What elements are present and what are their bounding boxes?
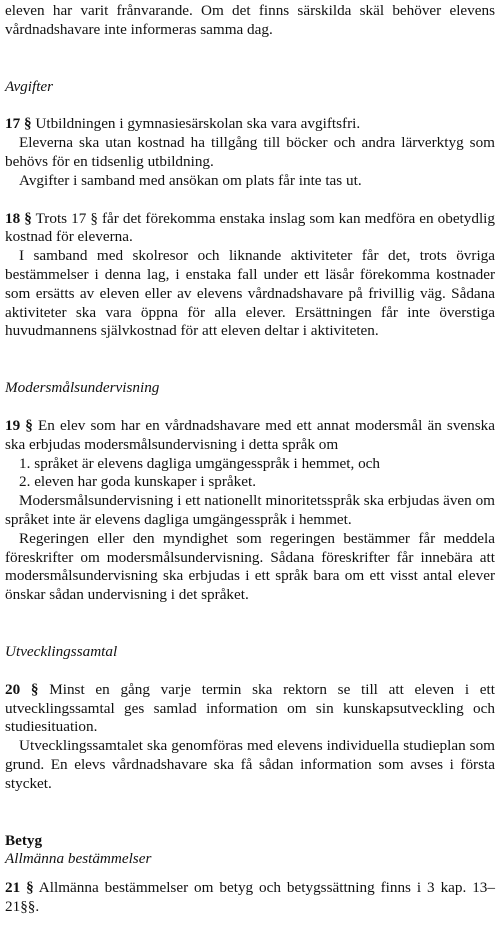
section-heading-avgifter: Avgifter — [5, 77, 54, 95]
list-item: 2. eleven har goda kunskaper i språket. — [19, 473, 257, 491]
chapter-heading-betyg: Betyg — [5, 831, 43, 849]
section-heading-allmanna: Allmänna bestämmelser — [5, 850, 152, 868]
paragraph-17-2: Eleverna ska utan kostnad ha tillgång till böcker och andra lärverktyg som behövs för en tidsenlig utbildning. — [5, 134, 495, 170]
paragraph-19-1 — [5, 417, 495, 455]
document-page — [5, 0, 495, 917]
spacer — [5, 341, 495, 379]
paragraph-19-1-text: En elev som har en vårdnadshavare med ett annat modersmål än svenska ska erbjudas modersmålsundervisning i detta språk om — [5, 416, 495, 453]
section-number-18: 18 § — [5, 209, 32, 227]
paragraph-17-3: Avgifter i samband med ansökan om plats får inte tas ut. — [19, 171, 362, 189]
section-heading-modersmal: Modersmålsundervisning — [5, 379, 160, 397]
section-heading-utveckling: Utvecklingssamtal — [5, 642, 118, 660]
spacer — [5, 398, 495, 417]
section-number-21: 21 § — [5, 879, 34, 897]
paragraph-19-3: Regeringen eller den myndighet som regeringen bestämmer får meddela föreskrifter om modersmålsundervisning. Sådana föreskrifter får innebära att modersmålsundervisning ska erbjudas i ett språk bara om ett visst antal elever önskar sådan undervisning i det språket. — [5, 529, 495, 604]
spacer — [5, 605, 495, 643]
paragraph-20-1 — [5, 681, 495, 737]
section-number-17: 17 § — [5, 115, 32, 133]
spacer — [5, 869, 495, 879]
list-item: 1. språket är elevens dagliga umgängesspråk i hemmet, och — [19, 454, 381, 472]
paragraph-17-1 — [5, 115, 495, 134]
spacer — [5, 662, 495, 681]
paragraph-20-2: Utvecklingssamtalet ska genomföras med elevens individuella studieplan som grund. En elevs vårdnadshavare ska få sådan information som avses i första stycket. — [5, 737, 495, 792]
spacer — [5, 191, 495, 210]
spacer — [5, 40, 495, 78]
paragraph-18-2: I samband med skolresor och liknande aktiviteter får det, trots övriga bestämmelser i denna lag, i enstaka fall under ett läsår förekomma kostnader som ersätts av eleven eller av elevens vårdnadshavare på frivillig väg. Sådana aktiviteter ska vara öppna för alla elever. Ersättningen får inte överstiga huvudmannens självkostnad för att eleven deltar i aktiviteten. — [5, 247, 495, 340]
paragraph-21-1 — [5, 879, 495, 917]
spacer — [5, 96, 495, 115]
section-number-20: 20 § — [5, 680, 39, 698]
paragraph-18-1 — [5, 210, 495, 248]
paragraph-19-2: Modersmålsundervisning i ett nationellt minoritetsspråk ska erbjudas även om språket inte är elevens dagliga umgängesspråk i hemmet. — [5, 492, 495, 528]
spacer — [5, 794, 495, 832]
section-number-19: 19 § — [5, 416, 33, 434]
intro-paragraph: eleven har varit frånvarande. Om det finns särskilda skäl behöver elevens vårdnadshavare inte informeras samma dag. — [5, 2, 495, 38]
paragraph-21-1-text: Allmänna bestämmelser om betyg och betygssättning finns i 3 kap. 13–21§§. — [5, 879, 495, 915]
paragraph-20-1-text: Minst en gång varje termin ska rektorn se till att eleven i ett utvecklingssamtal ges samlad information om sin kunskapsutveckling och studiesituation. — [5, 680, 495, 736]
paragraph-18-1-text: Trots 17 § får det förekomma enstaka inslag som kan medföra en obetydlig kostnad för eleverna. — [5, 209, 496, 246]
paragraph-17-1-text: Utbildningen i gymnasiesärskolan ska vara avgiftsfri. — [31, 115, 361, 133]
